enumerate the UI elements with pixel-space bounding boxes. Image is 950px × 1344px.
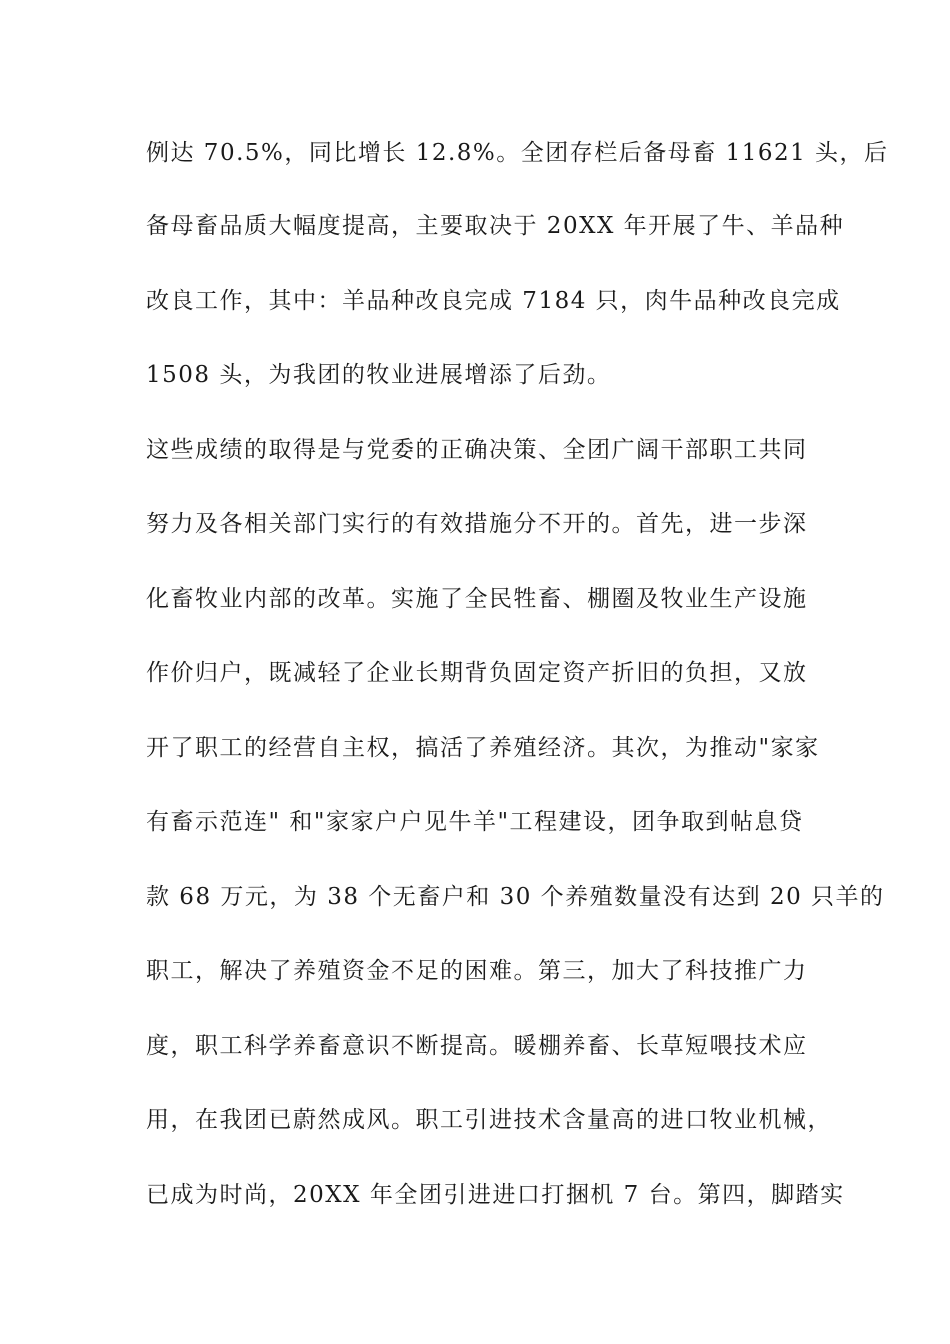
text-line-3: 改良工作，其中：羊品种改良完成 7184 只，肉牛品种改良完成 (146, 288, 841, 314)
paragraph-2-line-6: 有畜示范连" 和"家家户户见牛羊"工程建设，团争取到帖息贷 (146, 809, 804, 835)
text-line-2: 备母畜品质大幅度提高，主要取决于 20XX 年开展了牛、羊品种 (146, 213, 845, 239)
paragraph-2-line-8: 职工，解决了养殖资金不足的困难。第三，加大了科技推广力 (146, 958, 808, 984)
paragraph-2-line-2: 努力及各相关部门实行的有效措施分不开的。首先，进一步深 (146, 511, 808, 537)
paragraph-2-line-9: 度，职工科学养畜意识不断提高。暖棚养畜、长草短喂技术应 (146, 1033, 808, 1059)
text-line-4: 1508 头，为我团的牧业进展增添了后劲。 (146, 362, 612, 388)
paragraph-2-line-11: 已成为时尚，20XX 年全团引进进口打捆机 7 台。第四，脚踏实 (146, 1182, 845, 1208)
paragraph-2-line-10: 用，在我团已蔚然成风。职工引进技术含量高的进口牧业机械， (146, 1107, 832, 1133)
paragraph-2-line-7: 款 68 万元，为 38 个无畜户和 30 个养殖数量没有达到 20 只羊的 (146, 884, 885, 910)
text-line-1: 例达 70.5%，同比增长 12.8%。全团存栏后备母畜 11621 头，后 (146, 140, 889, 166)
paragraph-2-line-4: 作价归户，既减轻了企业长期背负固定资产折旧的负担，又放 (146, 660, 808, 686)
paragraph-2-line-1: 这些成绩的取得是与党委的正确决策、全团广阔干部职工共同 (146, 437, 808, 463)
paragraph-2-line-5: 开了职工的经营自主权，搞活了养殖经济。其次，为推动"家家 (146, 735, 820, 761)
paragraph-2-line-3: 化畜牧业内部的改革。实施了全民牲畜、棚圈及牧业生产设施 (146, 586, 808, 612)
